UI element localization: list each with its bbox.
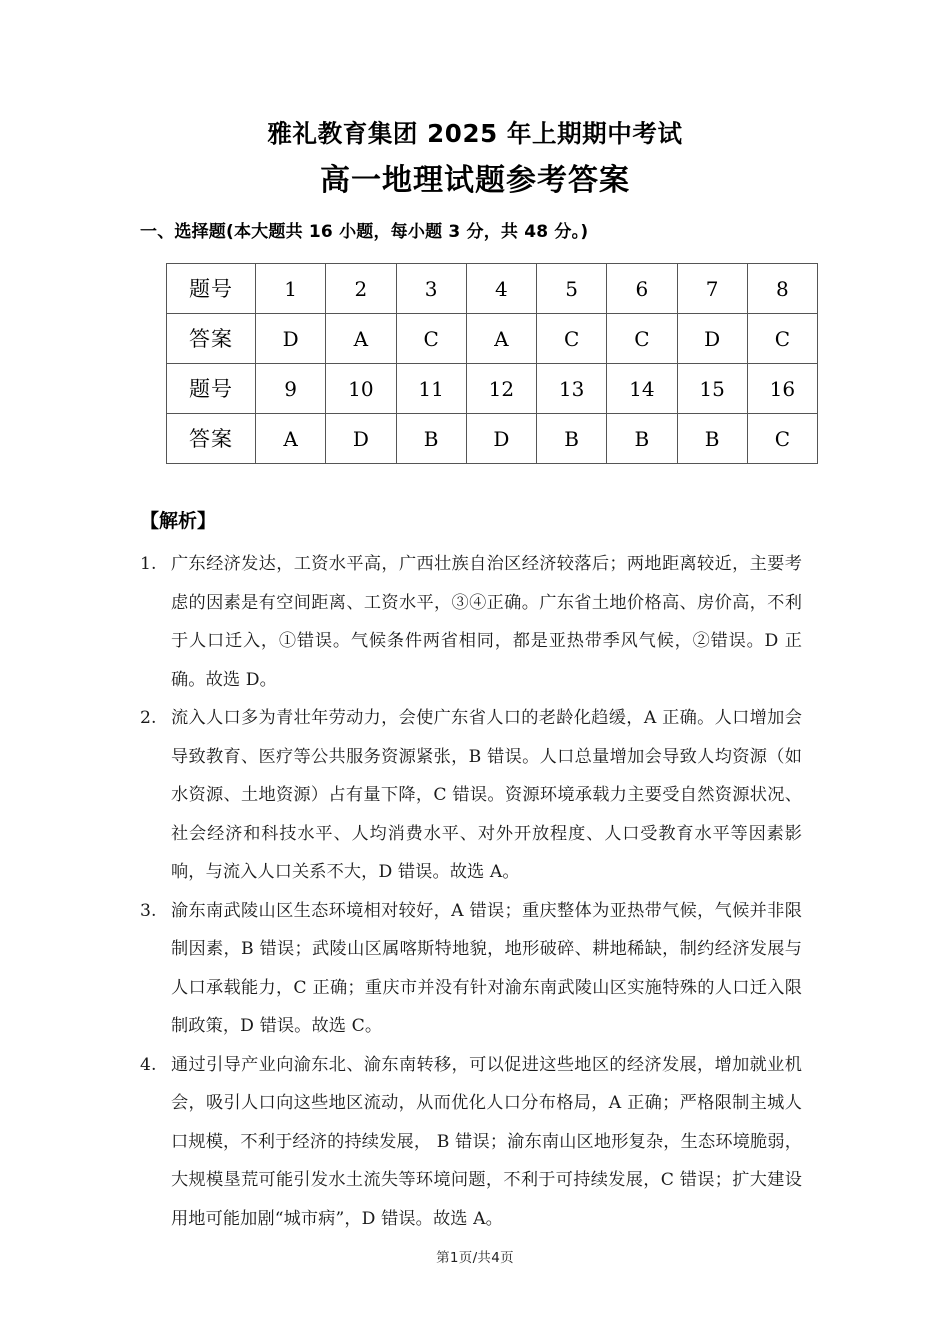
analysis-item-number: 2. [140, 708, 157, 728]
analysis-item [140, 545, 802, 699]
question-number-cell: 6 [607, 264, 677, 314]
answer-cell: C [537, 314, 607, 364]
page-title: 雅礼教育集团 2025 年上期期中考试 [267, 119, 683, 148]
question-number-cell: 4 [466, 264, 536, 314]
analysis-item-number: 4. [140, 1054, 157, 1075]
page-footer: 第1页/共4页 [436, 1250, 514, 1266]
analysis-section-label: 【解析】 [140, 510, 217, 532]
answer-cell: B [677, 414, 747, 464]
question-number-cell: 16 [747, 364, 817, 414]
row-label: 答案 [167, 414, 256, 464]
question-number-cell: 2 [326, 264, 396, 314]
analysis-item [140, 1046, 802, 1239]
analysis-item-text: 通过引导产业向渝东北、渝东南转移，可以促进这些地区的经济发展，增加就业机会，吸引人口向这些地区流动，从而优化人口分布格局，A 正确；严格限制主城人口规模，不利于经济的持续发展， B 错误；渝东南山区地形复杂，生态环境脆弱，大规模垦荒可能引发水土流失等环境问题，不利于可持续发展，C 错误；扩大建设用地可能加剧“城市病”，D 错误。故选 A。 [171, 1054, 802, 1229]
question-number-cell: 5 [537, 264, 607, 314]
row-label: 题号 [167, 364, 256, 414]
answer-cell: B [396, 414, 466, 464]
answer-cell: D [677, 314, 747, 364]
answer-cell: B [607, 414, 677, 464]
answer-cell: B [537, 414, 607, 464]
answer-table [166, 263, 818, 464]
analysis-item [140, 892, 802, 1046]
answer-cell: D [256, 314, 326, 364]
row-label: 题号 [167, 264, 256, 314]
answer-cell: C [607, 314, 677, 364]
table-row [167, 414, 818, 464]
answer-cell: D [466, 414, 536, 464]
question-number-cell: 13 [537, 364, 607, 414]
question-number-cell: 12 [466, 364, 536, 414]
answer-cell: C [396, 314, 466, 364]
answer-cell: A [326, 314, 396, 364]
analysis-item [140, 699, 802, 892]
answer-cell: A [256, 414, 326, 464]
table-row [167, 264, 818, 314]
analysis-item-number: 3. [140, 900, 157, 921]
question-number-cell: 1 [256, 264, 326, 314]
answer-cell: A [466, 314, 536, 364]
analysis-item-number: 1. [140, 554, 157, 574]
page-subtitle: 高一地理试题参考答案 [320, 163, 630, 198]
row-label: 答案 [167, 314, 256, 364]
question-number-cell: 11 [396, 364, 466, 414]
answer-table-container [166, 263, 808, 464]
question-number-cell: 9 [256, 364, 326, 414]
analysis-item-text: 广东经济发达，工资水平高，广西壮族自治区经济较落后；两地距离较近，主要考虑的因素是有空间距离、工资水平，③④正确。广东省土地价格高、房价高，不利于人口迁入，①错误。气候条件两省相同，都是亚热带季风气候，②错误。D 正确。故选 D。 [171, 554, 802, 690]
table-row [167, 314, 818, 364]
section-heading-multiple-choice: 一、选择题(本大题共 16 小题，每小题 3 分，共 48 分。) [140, 222, 589, 242]
analysis-list [140, 545, 802, 1238]
analysis-item-text: 渝东南武陵山区生态环境相对较好，A 错误；重庆整体为亚热带气候，气候并非限制因素，B 错误；武陵山区属喀斯特地貌，地形破碎、耕地稀缺，制约经济发展与人口承载能力，C 正确；重庆市并没有针对渝东南武陵山区实施特殊的人口迁入限制政策，D 错误。故选 C。 [171, 900, 802, 1036]
analysis-item-text: 流入人口多为青壮年劳动力，会使广东省人口的老龄化趋缓，A 正确。人口增加会导致教育、医疗等公共服务资源紧张，B 错误。人口总量增加会导致人均资源（如水资源、土地资源）占有量下降，C 错误。资源环境承载力主要受自然资源状况、社会经济和科技水平、人均消费水平、对外开放程度、人口受教育水平等因素影响，与流入人口关系不大，D 错误。故选 A。 [171, 708, 802, 882]
answer-cell: C [747, 414, 817, 464]
question-number-cell: 8 [747, 264, 817, 314]
table-row [167, 364, 818, 414]
question-number-cell: 15 [677, 364, 747, 414]
question-number-cell: 10 [326, 364, 396, 414]
answer-cell: D [326, 414, 396, 464]
question-number-cell: 14 [607, 364, 677, 414]
question-number-cell: 7 [677, 264, 747, 314]
question-number-cell: 3 [396, 264, 466, 314]
answer-cell: C [747, 314, 817, 364]
